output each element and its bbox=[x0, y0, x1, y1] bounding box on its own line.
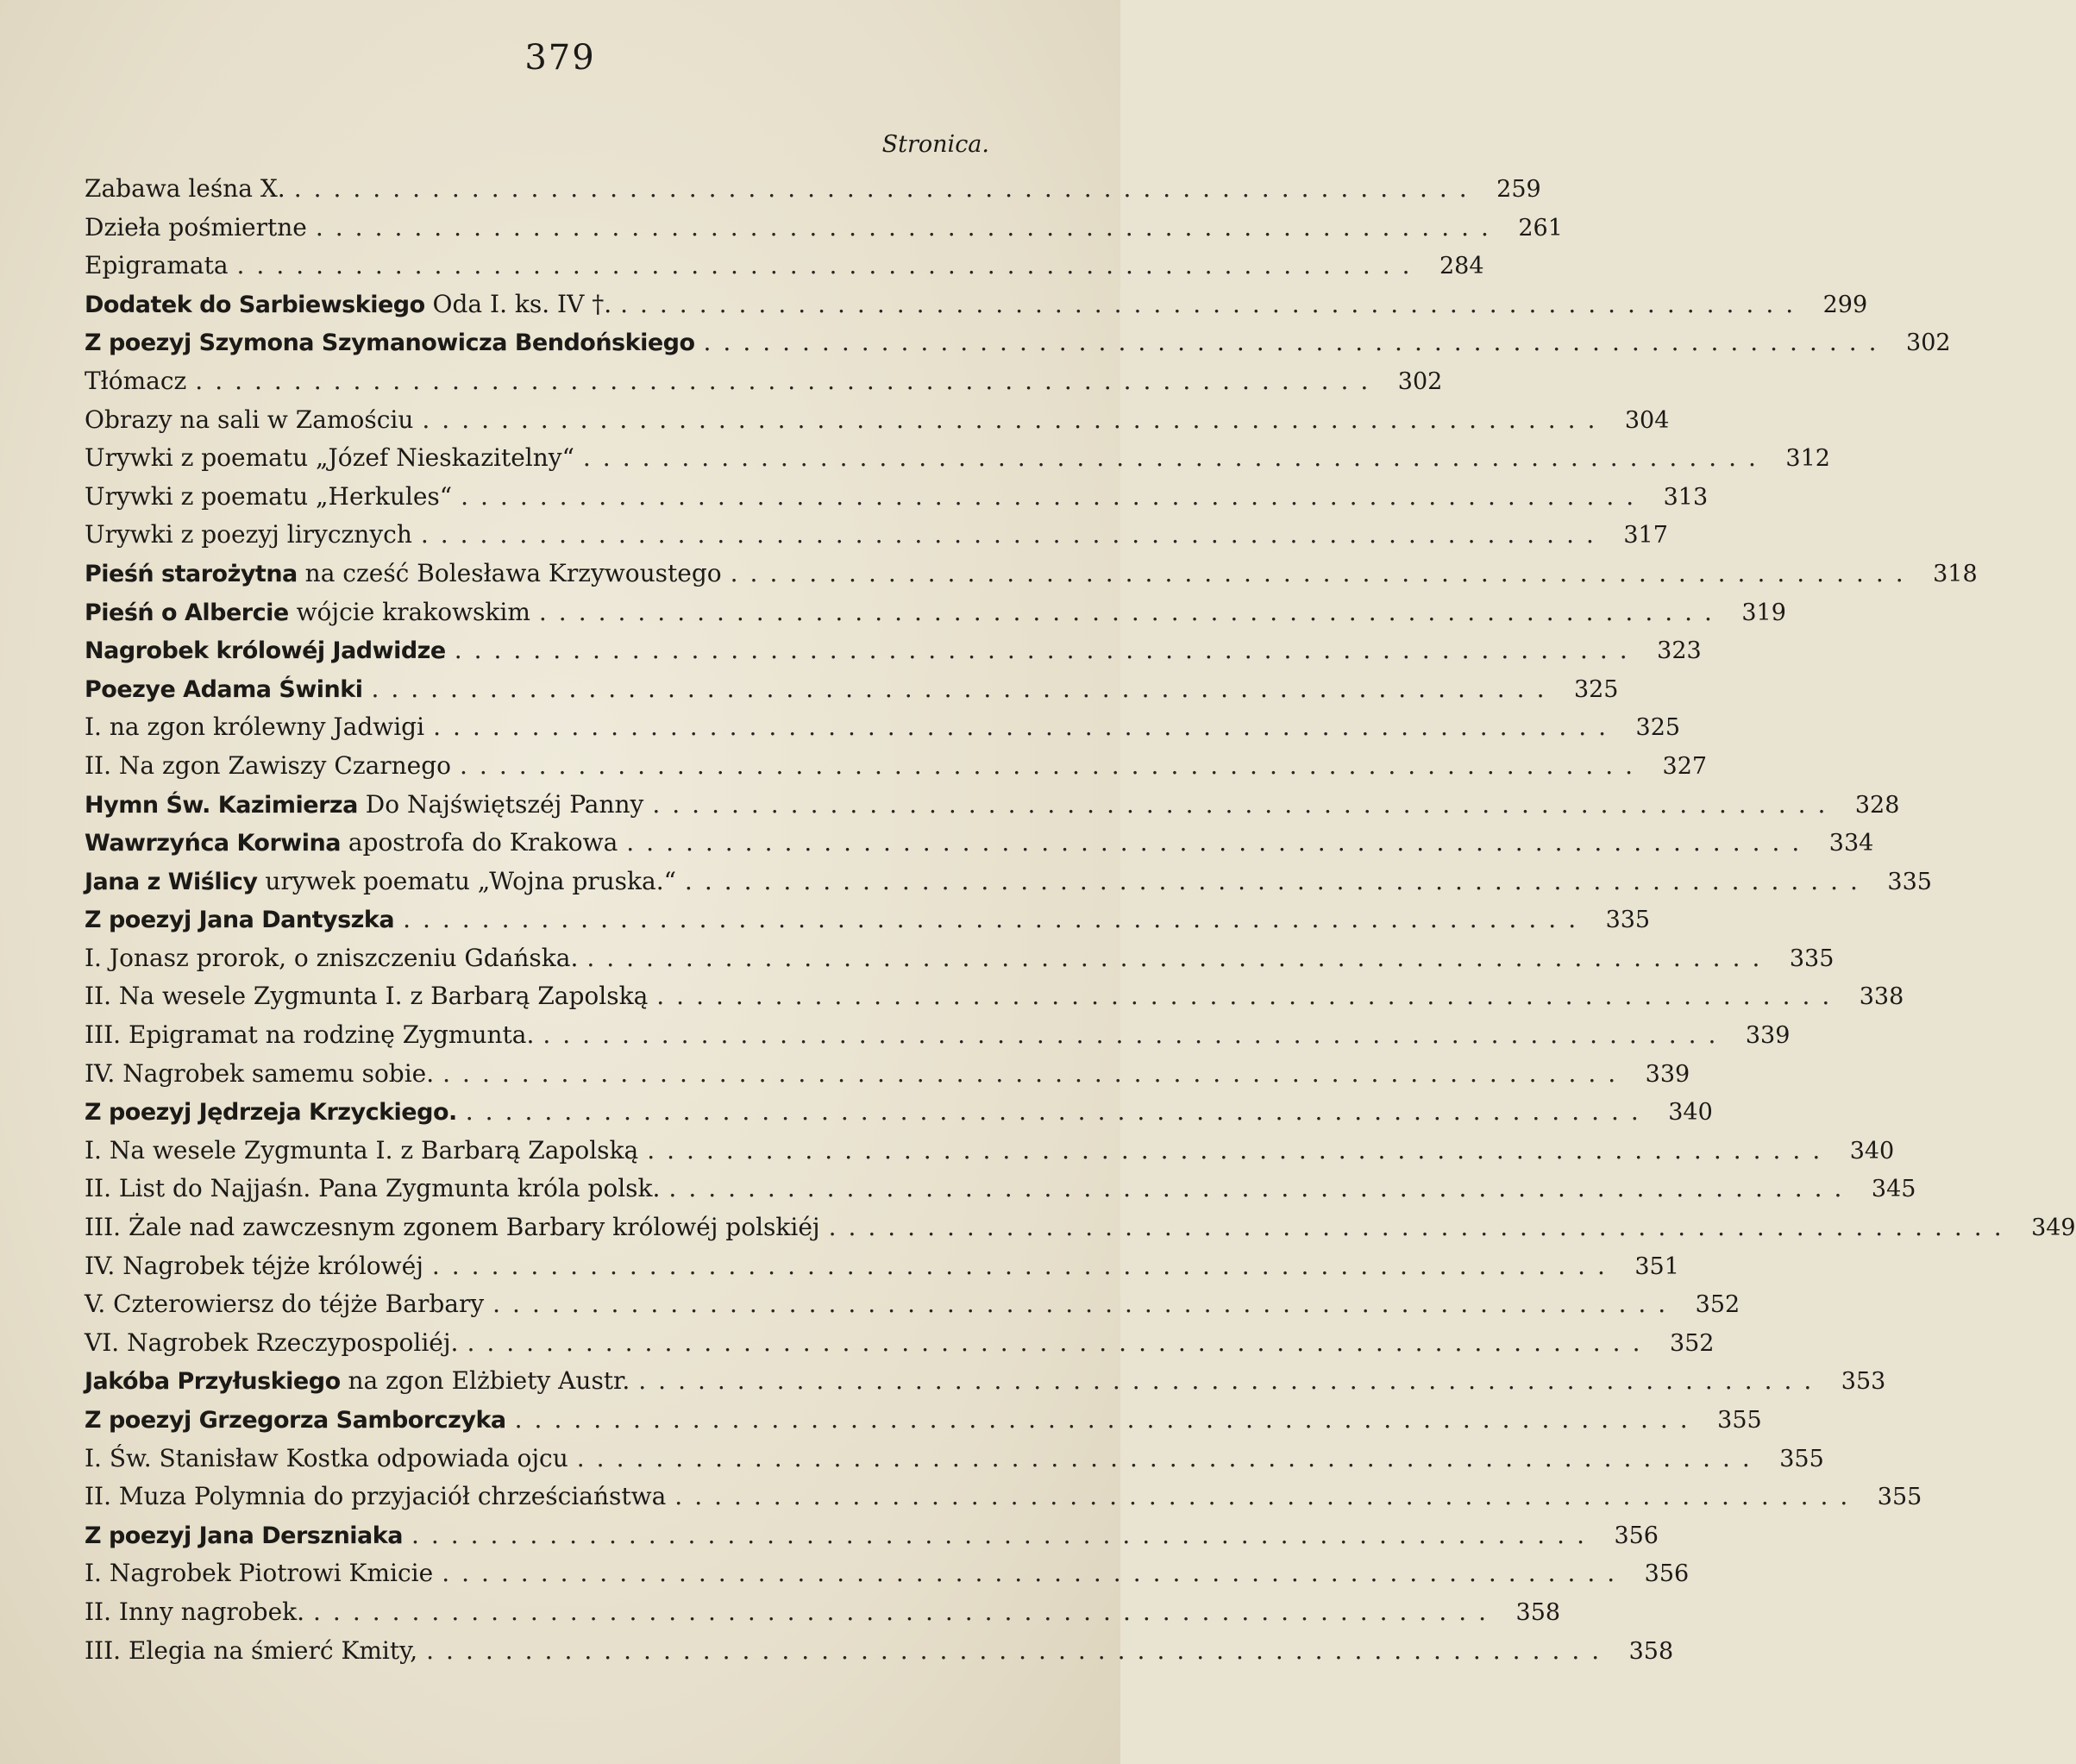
dot-leader: ............................................................ bbox=[647, 1135, 1833, 1164]
dot-leader: ............................................................ bbox=[442, 1559, 1628, 1588]
toc-entry-title bbox=[85, 867, 676, 895]
toc-entry bbox=[85, 366, 1443, 405]
toc-entry bbox=[85, 1251, 1679, 1290]
toc-entry bbox=[85, 1443, 1824, 1483]
toc-entry-page: 335 bbox=[1887, 868, 1932, 895]
toc-entry-page: 323 bbox=[1657, 637, 1702, 665]
toc-entry-page: 334 bbox=[1828, 830, 1874, 857]
toc-entry-title bbox=[85, 251, 229, 279]
toc-entry-page: 325 bbox=[1573, 675, 1619, 703]
toc-entry bbox=[85, 1213, 2076, 1252]
dot-leader: ............................................................ bbox=[371, 674, 1557, 703]
toc-entry-author: Z poezyj Jana Dantyszka bbox=[85, 907, 395, 934]
toc-entry-author: Pieśń starożytna bbox=[85, 560, 298, 587]
toc-entry-page: 349 bbox=[2031, 1215, 2076, 1242]
toc-entry-author: Z poezyj Grzegorza Samborczyka bbox=[85, 1407, 506, 1434]
dot-leader: ............................................................ bbox=[411, 1520, 1596, 1549]
toc-entry-text: Dzieła pośmiertne bbox=[85, 212, 307, 242]
toc-entry-title bbox=[85, 1059, 434, 1088]
dot-leader: ............................................................ bbox=[426, 1635, 1612, 1665]
toc-entry-title bbox=[85, 1328, 458, 1357]
dot-leader: ............................................................ bbox=[431, 1251, 1617, 1280]
toc-entry bbox=[85, 789, 1900, 829]
toc-entry-page: 284 bbox=[1439, 253, 1484, 280]
page-number: 379 bbox=[524, 38, 596, 78]
toc-entry-page: 355 bbox=[1717, 1407, 1762, 1434]
toc-entry-text: I. Jonasz prorok, o zniszczeniu Gdańska. bbox=[85, 943, 579, 972]
dot-leader: ............................................................ bbox=[403, 905, 1589, 934]
toc-entry-author: Dodatek do Sarbiewskiego bbox=[85, 291, 425, 318]
toc-entry bbox=[85, 558, 1978, 598]
toc-entry-title bbox=[85, 636, 446, 664]
toc-entry bbox=[85, 1328, 1715, 1367]
toc-entry-text: wójcie krakowskim bbox=[288, 597, 530, 626]
dot-leader: ............................................................ bbox=[626, 828, 1812, 857]
dot-leader: ............................................................ bbox=[313, 1597, 1499, 1626]
toc-entry bbox=[85, 443, 1830, 482]
toc-entry bbox=[85, 1482, 1922, 1521]
toc-entry-text: II. List do Najjaśn. Pana Zygmunta króla polsk. bbox=[85, 1174, 661, 1203]
toc-entry-text: Do Najświętszéj Panny bbox=[357, 789, 644, 819]
toc-entry-page: 261 bbox=[1518, 214, 1563, 242]
toc-entry-page: 318 bbox=[1933, 560, 1978, 587]
dot-leader: ............................................................ bbox=[467, 1328, 1653, 1357]
toc-entry bbox=[85, 828, 1874, 867]
toc-entry-page: 351 bbox=[1634, 1252, 1679, 1280]
toc-entry-text: Zabawa leśna X. bbox=[85, 174, 285, 203]
toc-entry-title bbox=[85, 367, 186, 395]
toc-entry bbox=[85, 1097, 1713, 1136]
toc-entry-page: 335 bbox=[1605, 907, 1651, 934]
toc-entry bbox=[85, 212, 1563, 252]
toc-entry bbox=[85, 1520, 1659, 1560]
toc-entry-text: II. Na zgon Zawiszy Czarnego bbox=[85, 750, 452, 780]
dot-leader: ............................................................ bbox=[582, 443, 1768, 473]
toc-entry-page: 356 bbox=[1644, 1560, 1690, 1588]
toc-entry-title bbox=[85, 1097, 457, 1126]
toc-entry-page: 355 bbox=[1779, 1445, 1824, 1472]
toc-entry bbox=[85, 405, 1670, 444]
toc-entry bbox=[85, 520, 1668, 559]
toc-entry-text: III. Elegia na śmierć Kmity, bbox=[85, 1635, 418, 1665]
toc-entry-title bbox=[85, 1521, 403, 1549]
dot-leader: ............................................................ bbox=[538, 597, 1724, 626]
toc-entry-text: I. Nagrobek Piotrowi Kmicie bbox=[85, 1559, 434, 1588]
toc-entry-page: 304 bbox=[1624, 406, 1670, 434]
toc-entry-page: 358 bbox=[1628, 1637, 1674, 1665]
toc-entry-text: V. Czterowiersz do téjże Barbary bbox=[85, 1290, 485, 1319]
toc-entry-text: Oda I. ks. IV †. bbox=[424, 289, 612, 318]
toc-entry bbox=[85, 943, 1835, 982]
toc-entry-page: 302 bbox=[1397, 367, 1443, 395]
dot-leader: ............................................................ bbox=[433, 713, 1619, 742]
dot-leader: ............................................................ bbox=[730, 558, 1916, 587]
toc-entry-text: I. na zgon królewny Jadwigi bbox=[85, 713, 425, 742]
toc-entry-author: Jana z Wiślicy bbox=[85, 868, 258, 895]
toc-entry-title bbox=[85, 1020, 534, 1049]
toc-entry-page: 313 bbox=[1663, 483, 1709, 511]
toc-entry-title bbox=[85, 944, 578, 972]
toc-entry-author: Hymn Św. Kazimierza bbox=[85, 791, 358, 819]
toc-entry-page: 345 bbox=[1871, 1176, 1916, 1203]
toc-entry-text: Tłómacz bbox=[85, 366, 187, 395]
toc-entry bbox=[85, 713, 1681, 751]
dot-leader: ............................................................ bbox=[236, 251, 1422, 280]
toc-entry-text: III. Epigramat na rodzinę Zygmunta. bbox=[85, 1020, 535, 1050]
toc-entry-title bbox=[85, 520, 412, 549]
toc-entry-page: 317 bbox=[1623, 522, 1668, 549]
toc-entry-text: II. Muza Polymnia do przyjaciół chrześciaństwa bbox=[85, 1482, 667, 1511]
toc-entry-author: Wawrzyńca Korwina bbox=[85, 830, 341, 857]
dot-leader: ............................................................ bbox=[668, 1174, 1854, 1203]
toc-entry bbox=[85, 750, 1708, 790]
toc-entry-text: Urywki z poematu „Herkules“ bbox=[85, 481, 453, 511]
dot-leader: ............................................................ bbox=[195, 366, 1381, 395]
dot-leader: ............................................................ bbox=[674, 1482, 1860, 1511]
toc-entry bbox=[85, 1597, 1561, 1636]
toc-entry-author: Z poezyj Szymona Szymanowicza Bendońskiego bbox=[85, 330, 695, 357]
dot-leader: ............................................................ bbox=[293, 174, 1479, 203]
toc-entry-title bbox=[85, 328, 695, 356]
toc-entry-title bbox=[85, 675, 362, 703]
toc-entry-page: 355 bbox=[1877, 1484, 1922, 1511]
dot-leader: ............................................................ bbox=[638, 1366, 1824, 1396]
toc-entry bbox=[85, 1366, 1886, 1405]
toc-entry-title bbox=[85, 1290, 484, 1318]
toc-entry-page: 328 bbox=[1854, 791, 1900, 819]
toc-entry-author: Jakóba Przyłuskiego bbox=[85, 1368, 341, 1396]
toc-entry-text: II. Inny nagrobek. bbox=[85, 1597, 305, 1626]
toc-entry-text: IV. Nagrobek samemu sobie. bbox=[85, 1058, 435, 1088]
toc-entry bbox=[85, 597, 1786, 637]
toc-entry-title bbox=[85, 1252, 423, 1280]
toc-entry-author: Z poezyj Jana Derszniaka bbox=[85, 1522, 403, 1549]
toc-entry-title bbox=[85, 443, 574, 472]
toc-entry-author: Pieśń o Albercie bbox=[85, 599, 289, 626]
toc-entry bbox=[85, 1058, 1690, 1098]
toc-entry-page: 327 bbox=[1662, 752, 1708, 780]
toc-entry bbox=[85, 1020, 1791, 1059]
dot-leader: ............................................................ bbox=[652, 789, 1838, 819]
toc-entry-text: II. Na wesele Zygmunta I. z Barbarą Zapolską bbox=[85, 982, 649, 1011]
toc-entry-page: 299 bbox=[1822, 291, 1868, 318]
toc-entry-text: na zgon Elżbiety Austr. bbox=[340, 1366, 630, 1396]
dot-leader: ............................................................ bbox=[492, 1290, 1678, 1319]
toc-entry-title bbox=[85, 598, 530, 626]
toc-entry-page: 339 bbox=[1745, 1022, 1791, 1050]
toc-entry-title bbox=[85, 290, 612, 318]
toc-entry bbox=[85, 674, 1619, 713]
toc-entry-page: 352 bbox=[1695, 1291, 1740, 1319]
toc-entry-page: 302 bbox=[1906, 330, 1951, 357]
dot-leader: ............................................................ bbox=[703, 328, 1889, 357]
toc-entry-page: 312 bbox=[1785, 445, 1830, 473]
toc-entry-text: III. Żale nad zawczesnym zgonem Barbary królowéj polskiéj bbox=[85, 1213, 820, 1242]
toc-entry bbox=[85, 1635, 1674, 1675]
toc-entry-title bbox=[85, 1598, 304, 1626]
toc-entry-text: I. Św. Stanisław Kostka odpowiada ojcu bbox=[85, 1443, 568, 1472]
table-of-contents bbox=[85, 174, 2076, 1674]
toc-entry-title bbox=[85, 1213, 820, 1241]
toc-entry bbox=[85, 1135, 1895, 1175]
toc-entry-page: 352 bbox=[1669, 1329, 1715, 1357]
toc-entry-title bbox=[85, 1559, 433, 1587]
toc-entry-title bbox=[85, 713, 424, 741]
toc-entry-text: apostrofa do Krakowa bbox=[340, 828, 618, 857]
dot-leader: ............................................................ bbox=[684, 866, 1870, 895]
toc-entry-title bbox=[85, 790, 643, 819]
toc-entry-title bbox=[85, 174, 285, 203]
toc-entry-page: 319 bbox=[1741, 599, 1786, 626]
toc-entry-text: Urywki z poematu „Józef Nieskazitelny“ bbox=[85, 443, 574, 473]
toc-entry bbox=[85, 328, 1951, 367]
toc-entry-title bbox=[85, 405, 413, 434]
dot-leader: ............................................................ bbox=[586, 943, 1772, 972]
toc-entry-page: 259 bbox=[1496, 176, 1541, 203]
dot-leader: ............................................................ bbox=[543, 1020, 1728, 1050]
toc-entry-page: 339 bbox=[1645, 1060, 1690, 1088]
toc-entry-title bbox=[85, 1405, 506, 1434]
toc-entry bbox=[85, 1559, 1690, 1598]
toc-entry-author: Z poezyj Jędrzeja Krzyckiego. bbox=[85, 1099, 457, 1127]
toc-entry-title bbox=[85, 828, 618, 857]
toc-entry-author: Nagrobek królowéj Jadwidze bbox=[85, 637, 446, 665]
toc-entry bbox=[85, 866, 1932, 906]
toc-entry-text: urywek poematu „Wojna pruska.“ bbox=[257, 866, 676, 895]
toc-entry-text: I. Na wesele Zygmunta I. z Barbarą Zapolską bbox=[85, 1135, 639, 1164]
dot-leader: ............................................................ bbox=[576, 1443, 1762, 1472]
dot-leader: ............................................................ bbox=[828, 1213, 2014, 1242]
dot-leader: ............................................................ bbox=[315, 212, 1501, 242]
toc-entry-title bbox=[85, 1366, 630, 1395]
toc-entry-title bbox=[85, 1636, 417, 1665]
toc-entry-title bbox=[85, 1482, 666, 1510]
toc-entry-title bbox=[85, 1136, 638, 1164]
toc-entry bbox=[85, 174, 1541, 213]
toc-entry-page: 325 bbox=[1635, 714, 1681, 742]
toc-entry-text: Epigramata bbox=[85, 251, 229, 280]
toc-entry-text: na cześć Bolesława Krzywoustego bbox=[297, 558, 722, 587]
toc-entry-page: 356 bbox=[1614, 1522, 1659, 1549]
dot-leader: ............................................................ bbox=[461, 481, 1646, 511]
toc-entry-title bbox=[85, 559, 722, 587]
toc-entry bbox=[85, 1290, 1740, 1328]
toc-entry-title bbox=[85, 1444, 568, 1472]
dot-leader: ............................................................ bbox=[514, 1405, 1700, 1434]
toc-entry bbox=[85, 1174, 1916, 1213]
toc-entry-text: VI. Nagrobek Rzeczypospoliéj. bbox=[85, 1328, 459, 1357]
dot-leader: ............................................................ bbox=[442, 1058, 1628, 1088]
toc-entry bbox=[85, 1405, 1762, 1444]
dot-leader: ............................................................ bbox=[422, 405, 1608, 434]
toc-entry-title bbox=[85, 751, 451, 780]
dot-leader: ............................................................ bbox=[420, 520, 1606, 549]
toc-entry bbox=[85, 289, 1868, 329]
toc-entry bbox=[85, 636, 1702, 675]
toc-entry-page: 340 bbox=[1668, 1099, 1713, 1127]
dot-leader: ............................................................ bbox=[656, 982, 1842, 1011]
toc-entry-author: Poezye Adama Świnki bbox=[85, 675, 363, 703]
dot-leader: ............................................................ bbox=[460, 750, 1646, 780]
dot-leader: ............................................................ bbox=[454, 636, 1640, 665]
toc-entry-page: 338 bbox=[1859, 983, 1904, 1011]
toc-entry-text: Urywki z poezyj lirycznych bbox=[85, 520, 412, 549]
dot-leader: ............................................................ bbox=[620, 289, 1806, 318]
toc-entry bbox=[85, 905, 1651, 944]
toc-entry-title bbox=[85, 1174, 660, 1202]
toc-entry-page: 353 bbox=[1841, 1368, 1886, 1396]
toc-entry-title bbox=[85, 982, 648, 1010]
toc-entry-page: 340 bbox=[1849, 1137, 1895, 1164]
toc-entry-page: 358 bbox=[1515, 1598, 1561, 1626]
toc-entry-title bbox=[85, 905, 394, 933]
dot-leader: ............................................................ bbox=[465, 1097, 1651, 1127]
toc-entry-title bbox=[85, 213, 307, 242]
toc-entry bbox=[85, 481, 1709, 521]
toc-entry bbox=[85, 251, 1484, 290]
toc-entry bbox=[85, 982, 1904, 1020]
toc-entry-title bbox=[85, 482, 452, 511]
toc-entry-page: 335 bbox=[1789, 945, 1835, 972]
column-header: Stronica. bbox=[881, 131, 989, 158]
toc-entry-text: IV. Nagrobek téjże królowéj bbox=[85, 1251, 423, 1280]
toc-entry-text: Obrazy na sali w Zamościu bbox=[85, 405, 414, 434]
